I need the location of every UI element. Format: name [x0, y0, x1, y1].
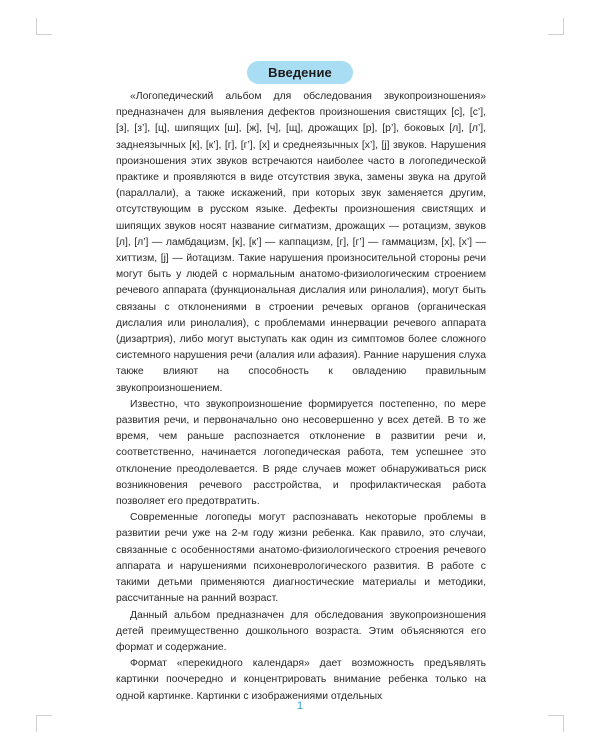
crop-mark-top-right-v — [563, 18, 564, 34]
page-number: 1 — [296, 700, 304, 712]
crop-mark-bottom-right-h — [548, 715, 564, 716]
page-title — [247, 61, 353, 84]
document-body — [116, 89, 486, 705]
paragraph: «Логопедический альбом для обследования звукопроизношения» предназначен для выявления дефектов произношения свистящих [с], [с’], [з], [з’], [ц], шипящих [ш], [ж], [ч], [щ], дрожащих [р], [р’], боковых [л], [л’], заднеязычных [к], [к’], [г], [г’], [х] и среднеязычных [х’], [j] звуков. Нарушения произношения этих звуков встречаются наиболее часто в логопедической практике и проявляются в виде отсутствия звука, замены звука на другой (параллали), а также искажений, при которых звук заменяется другим, отсутствующим в русском языке. Дефекты произношения свистящих и шипящих звуков носят название сигматизм, дрожащих — ротацизм, звуков [л], [л’] — ламбдацизм, [к], [к’] — каппацизм, [г], [г’] — гаммацизм, [х], [х’] — хиттизм, [j] — йотацизм. Такие нарушения произносительной стороны речи могут быть у людей с нормальным анатомо-физиологическим строением речевого аппарата (функциональная дислалия или ринолалия), могут быть связаны с отклонениями в строении речевых органов (органическая дислалия или ринолалия), с проблемами иннервации речевого аппарата (дизартрия), либо могут выступать как один из симптомов более сложного системного нарушения речи (алалия или афазия). Ранние нарушения слуха также влияют на способность к овладению правильным звукопроизношением. — [116, 91, 486, 394]
crop-mark-bottom-left-v — [36, 716, 37, 732]
crop-mark-top-left-h — [36, 34, 52, 35]
crop-mark-bottom-left-h — [36, 715, 52, 716]
paragraph: Современные логопеды могут распознавать некоторые проблемы в развитии речи уже на 2-м году жизни ребенка. Как правило, это случаи, связанные с особенностями анатомо-физиологического строения речевого аппарата и нарушениями психоневрологического развития. В работе с такими детьми применяются диагностические материалы и методики, рассчитанные на ранний возраст. — [116, 512, 486, 605]
page-title-text: Введение — [268, 65, 332, 80]
crop-mark-bottom-right-v — [563, 716, 564, 732]
paragraph: Данный альбом предназначен для обследования звукопроизношения детей преимущественно дошкольного возраста. Этим объясняются его формат и содержание. — [116, 609, 486, 653]
crop-mark-top-left-v — [36, 18, 37, 34]
crop-mark-top-right-h — [548, 34, 564, 35]
paragraph: Известно, что звукопроизношение формируется постепенно, по мере развития речи, и первоначально оно несовершенно у всех детей. В то же время, чем раньше распознается отклонение в развитии речи и, соответственно, начинается логопедическая работа, тем успешнее это отклонение преодолевается. В ряде случаев может обнаруживаться риск возникновения речевого расстройства, и профилактическая работа позволяет его предотвратить. — [116, 398, 486, 508]
paragraph: Формат «перекидного календаря» дает возможность предъявлять картинки поочередно и концентрировать внимание ребенка только на одной картинке. Картинки с изображениями отдельных — [116, 658, 486, 702]
